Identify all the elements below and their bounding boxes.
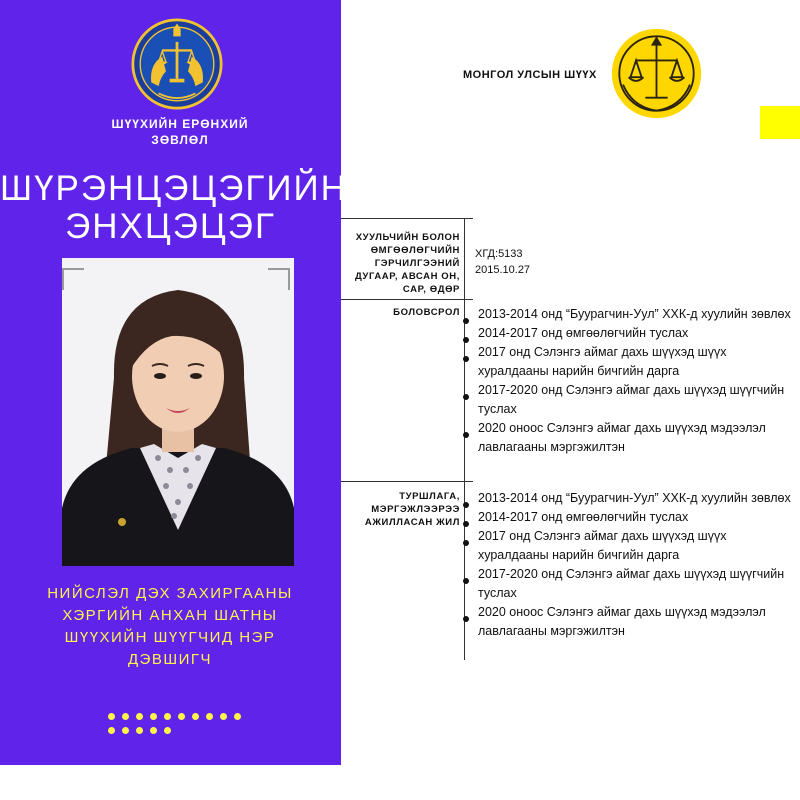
dot <box>220 713 227 720</box>
photo-corner-top-left <box>62 268 84 290</box>
experience-label: ТУРШЛАГА, МЭРГЭЖЛЭЭРЭЭ АЖИЛЛАСАН ЖИЛ <box>364 491 460 528</box>
table-divider <box>341 481 473 482</box>
list-item: 2017-2020 онд Сэлэнгэ аймаг дахь шүүхэд шүүгчийн туслах <box>466 565 796 603</box>
list-item: 2014-2017 онд өмгөөлөгчийн туслах <box>466 508 796 527</box>
table-divider <box>341 218 473 219</box>
left-panel <box>0 0 348 765</box>
table-column-line <box>464 218 465 660</box>
dot <box>150 713 157 720</box>
decorative-dots <box>108 713 258 741</box>
dot <box>150 727 157 734</box>
education-list <box>466 305 796 457</box>
dot <box>136 713 143 720</box>
judicial-council-emblem-icon <box>131 18 223 110</box>
registration-date: 2015.10.27 <box>475 264 531 276</box>
council-name: ШҮҮХИЙН ЕРӨНХИЙ ЗӨВЛӨЛ <box>111 117 249 147</box>
candidate-photo <box>62 258 294 566</box>
education-label: БОЛОВСРОЛ <box>393 307 460 318</box>
registration-label: ХУУЛЬЧИЙН БОЛОН ӨМГӨӨЛӨГЧИЙН ГЭРЧИЛГЭЭНИЙ ДУГААР, АВСАН ОН, САР, ӨДӨР <box>354 232 460 295</box>
list-item: 2020 оноос Сэлэнгэ аймаг дахь шүүхэд мэдээлэл лавлагааны мэргэжилтэн <box>466 603 796 641</box>
list-item: 2013-2014 онд “Буурагчин-Уул” ХХК-д хуулийн зөвлөх <box>466 489 796 508</box>
decorative-yellow-square <box>760 106 800 139</box>
court-title: МОНГОЛ УЛСЫН ШҮҮХ <box>463 69 597 81</box>
list-item: 2020 оноос Сэлэнгэ аймаг дахь шүүхэд мэдээлэл лавлагааны мэргэжилтэн <box>466 419 796 457</box>
dot <box>178 713 185 720</box>
dot <box>206 713 213 720</box>
list-item: 2017 онд Сэлэнгэ аймаг дахь шүүхэд шүүх хуралдааны нарийн бичгийн дарга <box>466 527 796 565</box>
dot <box>164 727 171 734</box>
dot <box>108 713 115 720</box>
dot <box>108 727 115 734</box>
dot <box>192 713 199 720</box>
candidate-name: ШҮРЭНЦЭЦЭГИЙН ЭНХЦЭЦЭГ <box>0 169 348 246</box>
table-divider <box>341 299 473 300</box>
registration-number: ХГД:5133 <box>475 248 523 260</box>
photo-corner-top-right <box>268 268 290 290</box>
list-item: 2017-2020 онд Сэлэнгэ аймаг дахь шүүхэд шүүгчийн туслах <box>466 381 796 419</box>
experience-list <box>466 489 796 641</box>
list-item: 2017 онд Сэлэнгэ аймаг дахь шүүхэд шүүх хуралдааны нарийн бичгийн дарга <box>466 343 796 381</box>
list-item: 2013-2014 онд “Буурагчин-Уул” ХХК-д хуулийн зөвлөх <box>466 305 796 324</box>
dot <box>122 727 129 734</box>
dot <box>164 713 171 720</box>
mongolian-court-emblem-icon <box>610 27 703 120</box>
dot <box>234 713 241 720</box>
candidate-position: НИЙСЛЭЛ ДЭХ ЗАХИРГААНЫ ХЭРГИЙН АНХАН ШАТНЫ ШҮҮХИЙН ШҮҮГЧИД НЭР ДЭВШИГЧ <box>47 585 293 668</box>
list-item: 2014-2017 онд өмгөөлөгчийн туслах <box>466 324 796 343</box>
dot <box>122 713 129 720</box>
dot <box>136 727 143 734</box>
